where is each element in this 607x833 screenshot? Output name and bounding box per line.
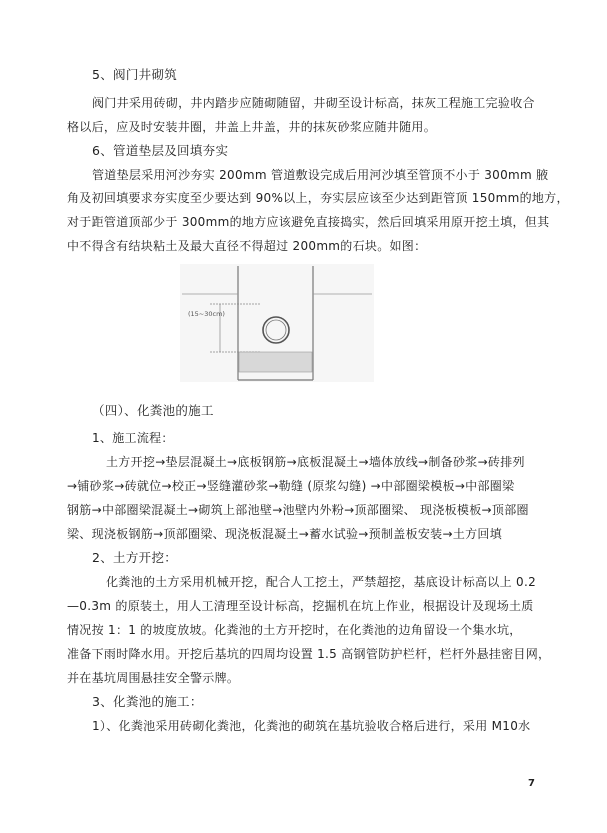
heading-valve-well: 5、阀门井砌筑 [92,67,178,82]
paragraph-line: 中不得含有结块粘土及最大直径不得超过 200mm的石块。如图： [67,239,427,253]
page-number: 7 [528,778,535,789]
paragraph-line: 1）、化粪池采用砖砌化粪池，化粪池的砌筑在基坑验收合格后进行，采用 M10水 [92,719,531,733]
paragraph-line: 对于距管道顶部少于 300mm的地方应该避免直接捣实，然后回填采用原开挖土填，但其 [67,215,550,229]
paragraph-line: 梁、现浇板钢筋→顶部圈梁、现浇板混凝土→蓄水试验→预制盖板安装→土方回填 [67,527,503,541]
paragraph-line: 并在基坑周围悬挂安全警示牌。 [67,671,240,685]
paragraph-line: 情况按 1：1 的坡度放坡。化粪池的土方开挖时，在化粪池的边角留设一个集水坑， [67,623,522,637]
heading-earthwork: 2、土方开挖： [92,550,178,565]
paragraph-line: 格以后，应及时安装井圈，井盖上井盖，井的抹灰砂浆应随井随用。 [67,120,437,134]
figure-dimension-label: (15~30cm) [188,310,225,318]
heading-construction-process: 1、施工流程： [92,431,174,445]
paragraph-line: —0.3m 的原装土，用人工清理至设计标高，挖掘机在坑上作业，根据设计及现场土质 [67,599,534,613]
heading-septic-construction: 3、化粪池的施工： [92,694,203,709]
paragraph-line: 管道垫层采用河沙夯实 200mm 管道敷设完成后用河沙填至管顶不小于 300mm 腋 [92,168,549,182]
paragraph-line: 土方开挖→垫层混凝土→底板钢筋→底板混凝土→墙体放线→制备砂浆→砖排列 [106,455,525,469]
section-title-septic-tank: （四）、化粪池的施工 [92,403,214,418]
pipe-trench-figure [180,264,374,382]
paragraph-line: →铺砂浆→砖就位→校正→竖缝灌砂浆→勒缝 (原浆勾缝) →中部圈梁模板→中部圈梁 [67,479,515,493]
paragraph-line: 角及初回填要求夯实度至少要达到 90%以上，夯实层应该至少达到距管顶 150mm的地方， [67,191,569,205]
paragraph-line: 阀门井采用砖砌，井内踏步应随砌随留，井砌至设计标高，抹灰工程施工完验收合 [92,96,535,110]
paragraph-line: 钢筋→中部圈梁混凝土→砌筑上部池壁→池壁内外粉→顶部圈梁、 现浇板模板→顶部圈 [67,503,529,517]
paragraph-line: 准备下雨时降水用。开挖后基坑的四周均设置 1.5 高钢管防护栏杆，栏杆外悬挂密目网， [67,647,551,661]
heading-pipe-bedding: 6、管道垫层及回填夯实 [92,143,229,158]
paragraph-line: 化粪池的土方采用机械开挖，配合人工挖土，严禁超挖，基底设计标高以上 0.2 [106,575,537,589]
